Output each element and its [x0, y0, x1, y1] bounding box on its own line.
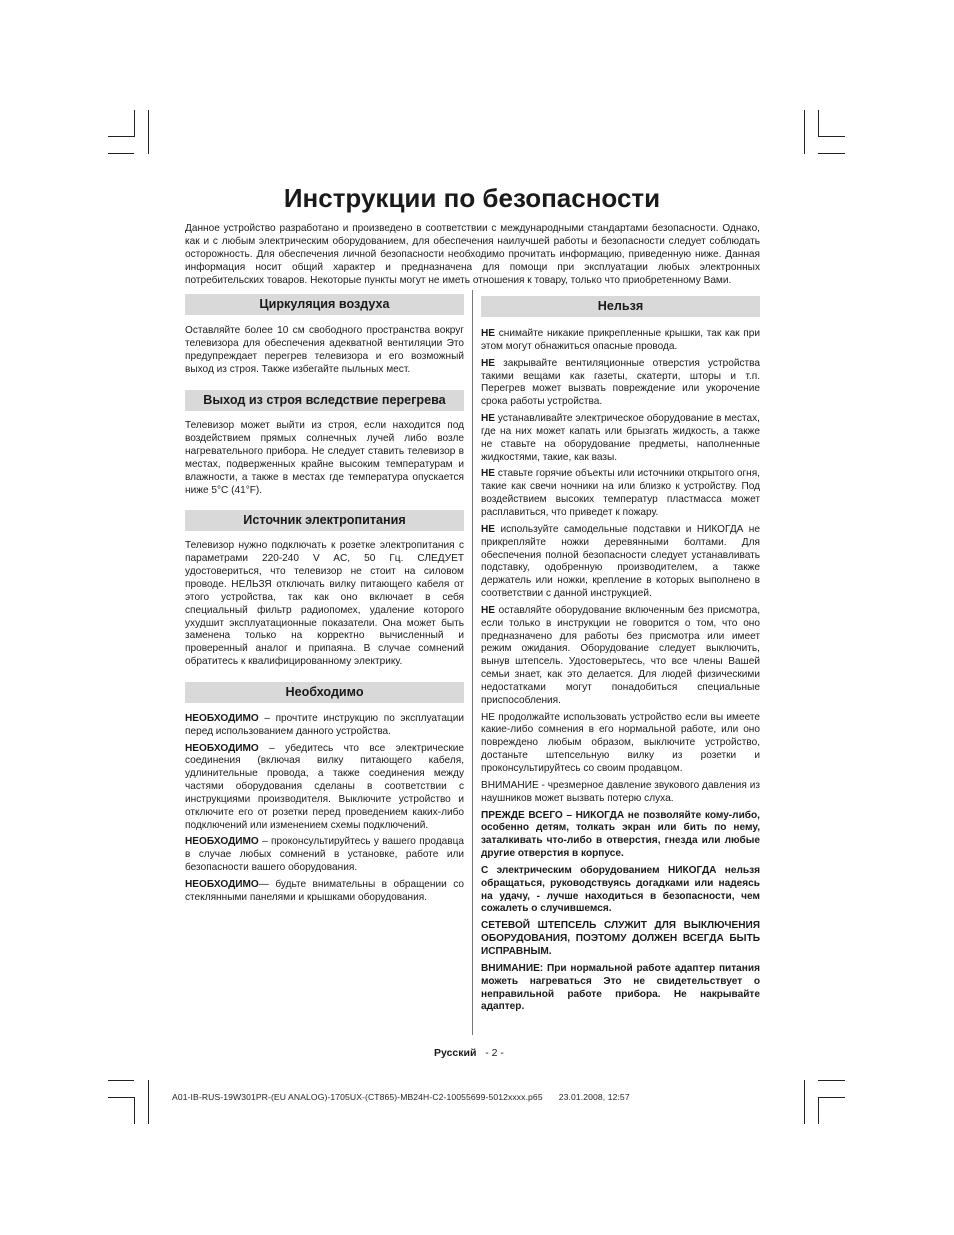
crop-mark [804, 110, 805, 154]
paragraph [481, 468, 760, 519]
paragraph [185, 713, 464, 739]
crop-mark [818, 110, 819, 137]
lead-word: НЕ [481, 413, 496, 425]
lead-word: НЕ [481, 523, 496, 535]
paragraph: ВНИМАНИЕ - чрезмерное давление звукового давления из наушников может вызвать потерю слуха. [481, 779, 760, 804]
crop-mark [108, 1080, 134, 1081]
crop-mark [134, 1097, 135, 1124]
crop-mark [818, 136, 845, 137]
crop-mark [804, 1080, 805, 1124]
paragraph-text: закрывайте вентиляционные отверстия устройства такими вещами как газеты, скатерти, шторы и т.п. Перегрев может вызвать повреждение или укорочение срока работы устройства. [481, 357, 760, 408]
paragraph-text: – прочтите инструкцию по эксплуатации перед использованием данного устройства. [185, 712, 464, 737]
lead-word: НЕОБХОДИМО [185, 879, 259, 890]
right-column [481, 296, 760, 1018]
section-heading: Необходимо [185, 682, 464, 703]
paragraph: СЕТЕВОЙ ШТЕПСЕЛЬ СЛУЖИТ ДЛЯ ВЫКЛЮЧЕНИЯ ОБОРУДОВАНИЯ, ПОЭТОМУ ДОЛЖЕН ВСЕГДА БЫТЬ ИСПРАВНЫМ. [481, 920, 760, 957]
section-heading: Циркуляция воздуха [185, 294, 464, 315]
lead-word: НЕОБХОДИМО [185, 836, 259, 848]
print-info [172, 1092, 646, 1102]
page-number: - 2 - [485, 1047, 504, 1059]
column-divider [472, 290, 473, 1035]
paragraph [481, 328, 760, 354]
paragraph-text: — будьте внимательны в обращении со стеклянными панелями и крышками оборудования. [185, 879, 464, 903]
lead-word: НЕ [481, 604, 496, 616]
crop-mark [108, 136, 134, 137]
crop-mark [134, 110, 135, 137]
left-column [185, 294, 464, 909]
paragraph: С электрическим оборудованием НИКОГДА нельзя обращаться, руководствуясь догадками или надеясь на удачу, - лучше находиться в безопасности, чем сожалеть о случившемся. [481, 864, 760, 915]
page-title: Инструкции по безопасности [283, 183, 661, 213]
paragraph-text: – проконсультируйтесь у вашего продавца в случае любых сомнений в установке, работе или безопасности вашего оборудования. [185, 836, 464, 874]
crop-mark [148, 1080, 149, 1124]
paragraph: ПРЕЖДЕ ВСЕГО – НИКОГДА не позволяйте кому-либо, особенно детям, толкать экран или бить по нему, заталкивать что-либо в отверстия, гнезда или любые другие отверстия в корпусе. [481, 809, 760, 860]
paragraph [185, 743, 464, 833]
crop-mark [108, 1097, 134, 1098]
crop-mark [818, 1097, 845, 1098]
paragraph-text: оставляйте оборудование включенным без присмотра, если только в инструкции не говорится о том, что оно предназначено для работы без присмотра или имеет режим ожидания. Оборудование следует выключить, вынув штепсель. Удостоверьтесь, что все члены Вашей семьи знает, как это делается. Для людей физическими недостатками могут понадобиться специальные приспособления. [481, 604, 760, 706]
print-datetime: 23.01.2008, 12:57 [558, 1092, 630, 1102]
paragraph [481, 413, 760, 464]
paragraph: Телевизор нужно подключать к розетке электропитания с параметрами 220-240 V AC, 50 Гц. СЛЕДУЕТ удостовериться, что телевизор не стоит на силовом проводе. НЕЛЬЗЯ отключать вилку питающего кабеля от этого устройства, так как оно включает в себя специальный фильтр радиопомех, удаление которого ухудшит эксплуатационные показатели. Она может быть заменена только на корректно вычисленный и проверенный аналог и припаяна. В случае сомнений обратитесь к квалифицированному электрику. [185, 540, 464, 668]
lead-word: НЕОБХОДИМО [185, 712, 259, 724]
lead-word: НЕОБХОДИМО [185, 742, 259, 754]
crop-mark [148, 110, 149, 154]
paragraph-text: снимайте никакие прикрепленные крышки, так как при этом могут обнажиться опасные провода. [481, 328, 760, 352]
paragraph: НЕ продолжайте использовать устройство если вы имеете какие-либо сомнения в его нормальной работе, или оно повреждено любым образом, выключите устройство, достаньте штепсельную вилку из розетки и проконсультируйтесь со своим продавцом. [481, 711, 760, 774]
section-power-source [185, 510, 464, 668]
paragraph [481, 524, 760, 601]
paragraph [481, 358, 760, 409]
lead-word: НЕ [481, 328, 496, 339]
section-overheating [185, 390, 464, 497]
paragraph-text: устанавливайте электрическое оборудование в местах, где на них может капать или брызгать жидкость, а также не ставьте на оборудование предметы, наполненные жидкостями, такие, как вазы. [481, 413, 760, 463]
lead-word: НЕ [481, 357, 496, 369]
crop-mark [818, 1080, 845, 1081]
crop-mark [818, 1097, 819, 1124]
section-heading: Выход из строя вследствие перегрева [185, 390, 464, 411]
paragraph [481, 605, 760, 708]
paragraph-text: используйте самодельные подставки и НИКОГДА не прикрепляйте ножки деревянными болтами. Для обеспечения полной безопасности следует устанавливать подставку, одобренную производителем, а также держатель или ножки, крепление в которых выполнено в соответствии с данной инструкцией. [481, 523, 760, 600]
section-heading: Источник электропитания [185, 510, 464, 531]
paragraph-text: – убедитесь что все электрические соединения (включая вилку питающего кабеля, удлинительные провода, а также соединения между частями оборудования сделаны в соответствии с инструкциями производителя. Выключите устройство и отключите его от розетки перед проведением каких-либо подключений или изменением схемы подключений. [185, 742, 464, 831]
section-air-circulation [185, 294, 464, 376]
crop-mark [108, 153, 134, 154]
crop-mark [818, 153, 845, 154]
paragraph-text: ставьте горячие объекты или источники открытого огня, такие как свечи ночники на или близко к устройству. Под воздействием высоких температур пластмасса может расплавиться, что приведет к пожару. [481, 468, 760, 518]
section-required [185, 682, 464, 905]
page-footer [434, 1047, 504, 1059]
language-label: Русский [434, 1047, 477, 1059]
paragraph: ВНИМАНИЕ: При нормальной работе адаптер питания можеть нагреваться Это не свидетельствует о неправильной работе прибора. Не накрывайте адаптер. [481, 962, 760, 1013]
paragraph [185, 836, 464, 875]
intro-paragraph: Данное устройство разработано и произведено в соответствии с международными стандартами безопасности. Однако, как и с любым электрическим оборудованием, для обеспечения наилучшей работы и безопасности следует соблюдать осторожность. Для обеспечения личной безопасности необходимо прочитать информацию, приведенную ниже. Данная информация носит общий характер и предназначена для помощи при эксплуатации любых электронных потребительских товаров. Некоторые пункты могут не иметь отношения к товару, только что приобретенному Вами. [185, 223, 760, 286]
section-heading: Нельзя [481, 296, 760, 317]
paragraph: Оставляйте более 10 см свободного пространства вокруг телевизора для обеспечения адекватной вентиляции Это предупреждает перегрев телевизора и его возможный выход из строя. Также избегайте пыльных мест. [185, 325, 464, 375]
paragraph: Телевизор может выйти из строя, если находится под воздействием прямых солнечных лучей либо возле нагревательного прибора. Не следует ставить телевизор в местах, подверженных крайне высоким температурам и влажности, а также в местах где температура опускается ниже 5°C (41°F). [185, 420, 464, 496]
lead-word: НЕ [481, 468, 496, 480]
file-name: A01-IB-RUS-19W301PR-(EU ANALOG)-1705UX-(CT865)-MB24H-C2-10055699-5012xxxx.p65 [172, 1092, 543, 1102]
paragraph [185, 879, 464, 905]
